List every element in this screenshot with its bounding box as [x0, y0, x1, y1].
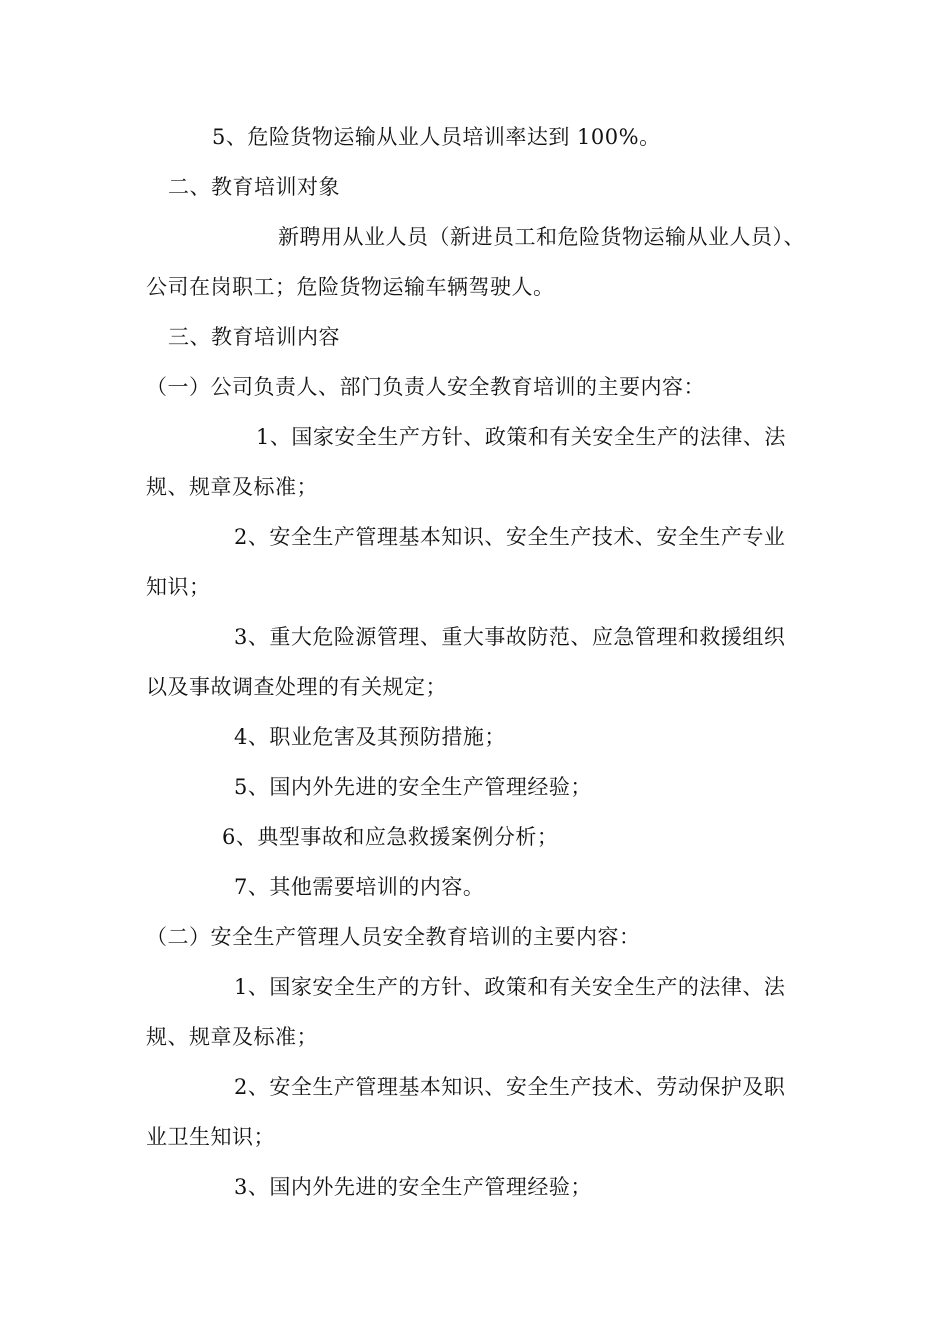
- section-heading: 三、教育培训内容: [168, 325, 340, 349]
- text-line: 规、规章及标准；: [146, 1025, 318, 1049]
- text-line: 以及事故调查处理的有关规定；: [146, 675, 447, 699]
- text-line: 3、重大危险源管理、重大事故防范、应急管理和救援组织: [234, 625, 786, 649]
- text-line: 3、国内外先进的安全生产管理经验；: [234, 1175, 592, 1199]
- text-line: 2、安全生产管理基本知识、安全生产技术、安全生产专业: [234, 525, 786, 549]
- text-line: 公司在岗职工；危险货物运输车辆驾驶人。: [146, 275, 555, 299]
- subsection-heading: （二）安全生产管理人员安全教育培训的主要内容：: [146, 925, 641, 949]
- text-line: 2、安全生产管理基本知识、安全生产技术、劳动保护及职: [234, 1075, 786, 1099]
- text-line: 5、国内外先进的安全生产管理经验；: [234, 775, 592, 799]
- text-line: 6、典型事故和应急救援案例分析；: [222, 825, 559, 849]
- text-line: 规、规章及标准；: [146, 475, 318, 499]
- text-line: 5、危险货物运输从业人员培训率达到 100%。: [212, 125, 661, 149]
- text-line: 1、国家安全生产的方针、政策和有关安全生产的法律、法: [234, 975, 786, 999]
- text-line: 知识；: [146, 575, 211, 599]
- text-line: 业卫生知识；: [146, 1125, 275, 1149]
- text-line: 4、职业危害及其预防措施；: [234, 725, 506, 749]
- section-heading: 二、教育培训对象: [168, 175, 340, 199]
- text-line: 1、国家安全生产方针、政策和有关安全生产的法律、法: [256, 425, 786, 449]
- text-line: 7、其他需要培训的内容。: [234, 875, 485, 899]
- subsection-heading: （一）公司负责人、部门负责人安全教育培训的主要内容：: [146, 375, 705, 399]
- text-line: 新聘用从业人员（新进员工和危险货物运输从业人员）、: [278, 225, 805, 249]
